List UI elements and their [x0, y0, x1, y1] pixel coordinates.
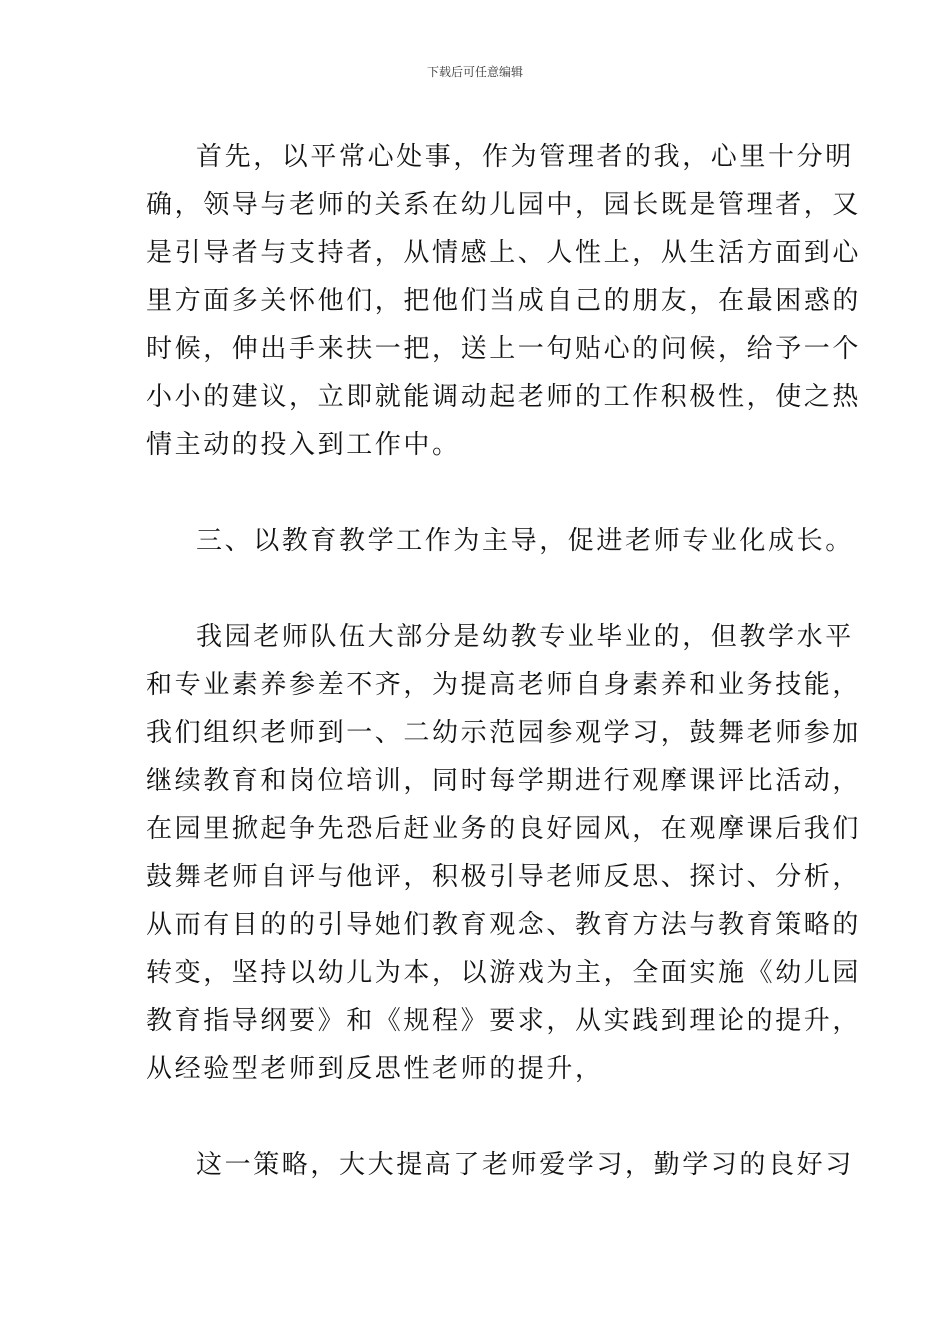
- paragraph-management: [146, 133, 862, 469]
- text-line: 在园里掀起争先恐后赶业务的良好园风，在观摩课后我们: [146, 814, 862, 844]
- text-line: 继续教育和岗位培训，同时每学期进行观摩课评比活动，: [146, 766, 862, 796]
- text-line: 情主动的投入到工作中。: [146, 430, 461, 460]
- section-heading: [146, 517, 854, 565]
- text-line: 和专业素养参差不齐，为提高老师自身素养和业务技能，: [146, 670, 862, 700]
- paragraph-spacer: [146, 565, 806, 613]
- text-line: 首先，以平常心处事，作为管理者的我，心里十分明: [196, 142, 854, 172]
- text-line: 小小的建议，立即就能调动起老师的工作积极性，使之热: [146, 382, 862, 412]
- text-line: 从经验型老师到反思性老师的提升，: [146, 1054, 604, 1084]
- text-line: 里方面多关怀他们，把他们当成自己的朋友，在最困惑的: [146, 286, 862, 316]
- text-line: 确，领导与老师的关系在幼儿园中，园长既是管理者，又: [146, 190, 862, 220]
- text-line: 我们组织老师到一、二幼示范园参观学习，鼓舞老师参加: [146, 718, 862, 748]
- text-line: 我园老师队伍大部分是幼教专业毕业的，但教学水平: [196, 622, 854, 652]
- text-line: 是引导者与支持者，从情感上、人性上，从生活方面到心: [146, 238, 862, 268]
- text-line: 转变，坚持以幼儿为本，以游戏为主，全面实施《幼儿园: [146, 958, 862, 988]
- paragraph-spacer: [146, 1093, 806, 1141]
- text-line: 鼓舞老师自评与他评，积极引导老师反思、探讨、分析，: [146, 862, 862, 892]
- paragraph-teacher-training: [146, 613, 862, 1093]
- text-line: 时候，伸出手来扶一把，送上一句贴心的问候，给予一个: [146, 334, 862, 364]
- page-header: 下载后可任意编辑: [426, 65, 523, 79]
- heading-line: 三、以教育教学工作为主导，促进老师专业化成长。: [196, 526, 854, 556]
- text-line: 教育指导纲要》和《规程》要求，从实践到理论的提升，: [146, 1006, 862, 1036]
- paragraph-spacer: [146, 469, 806, 517]
- text-line: 这一策略，大大提高了老师爱学习，勤学习的良好习: [196, 1150, 854, 1180]
- document-body: [146, 133, 862, 1189]
- text-line: 从而有目的的引导她们教育观念、教育方法与教育策略的: [146, 910, 862, 940]
- paragraph-strategy: [146, 1141, 854, 1189]
